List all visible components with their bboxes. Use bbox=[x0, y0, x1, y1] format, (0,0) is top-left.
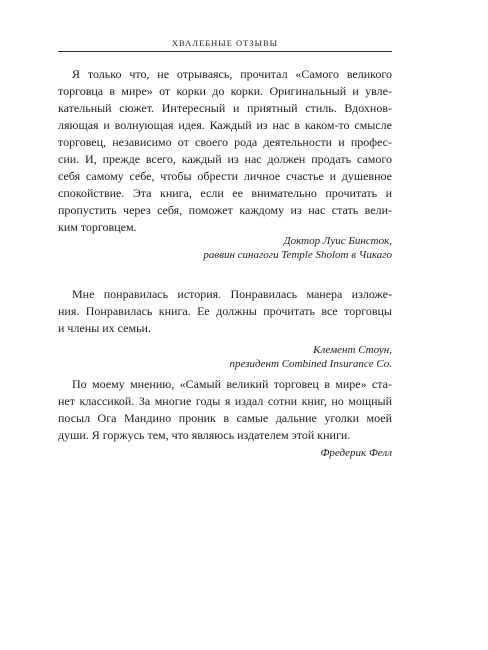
review-paragraph-3 bbox=[58, 376, 392, 444]
text-line: посыл Ога Мандино проник в самые дальние уголки моей bbox=[58, 411, 392, 425]
reviewer-role: президент Combined Insurance Co. bbox=[229, 358, 392, 370]
reviewer-name: Фредерик Фелл bbox=[320, 447, 392, 459]
review-signature-1 bbox=[58, 234, 392, 262]
text-line: сии. И, прежде всего, каждый из нас должен продать самого bbox=[58, 152, 392, 166]
review-signature-3 bbox=[58, 446, 392, 460]
header-rule bbox=[58, 51, 392, 52]
reviewer-name: Доктор Луис Бинсток, bbox=[283, 235, 392, 247]
text-line: души. Я горжусь тем, что являюсь издателем этой книги. bbox=[58, 428, 351, 442]
review-paragraph-2 bbox=[58, 286, 392, 337]
text-line: ким торговцем. bbox=[58, 220, 137, 234]
review-signature-2 bbox=[58, 343, 392, 371]
text-line: Мне понравилась история. Понравилась манера изложе- bbox=[72, 287, 392, 301]
text-line: Я только что, не отрываясь, прочитал «Самого великого bbox=[72, 67, 392, 81]
text-line: спокойствие. Эта книга, если ее внимательно прочитать и bbox=[58, 186, 392, 200]
review-paragraph-1 bbox=[58, 66, 392, 236]
text-line: и члены их семьи. bbox=[58, 321, 151, 335]
text-line: нет классикой. За многие годы я издал сотни книг, но мощный bbox=[58, 394, 392, 408]
text-line: пропустить через себя, поможет каждому из нас стать вели- bbox=[58, 203, 392, 217]
text-line: ляющая и волнующая идея. Каждый из нас в каком-то смысле bbox=[58, 118, 392, 132]
text-line: торговца в мире» от корки до корки. Оригинальный и увле- bbox=[58, 84, 392, 98]
text-line: себя самому себе, чтобы обрести личное счастье и душевное bbox=[58, 169, 392, 183]
text-line: По моему мнению, «Самый великий торговец в мире» ста- bbox=[72, 377, 392, 391]
reviewer-name: Клемент Стоун, bbox=[313, 344, 392, 356]
text-line: кательный сюжет. Интересный и приятный стиль. Вдохнов- bbox=[58, 101, 392, 115]
text-line: торговец, независимо от своего рода деятельности и профес- bbox=[58, 135, 392, 149]
text-line: ния. Понравилась книга. Ее должны прочитать все торговцы bbox=[58, 304, 392, 318]
reviewer-role: раввин синагоги Temple Sholom в Чикаго bbox=[203, 249, 392, 261]
running-head: ХВАЛЕБНЫЕ ОТЗЫВЫ bbox=[171, 38, 279, 48]
